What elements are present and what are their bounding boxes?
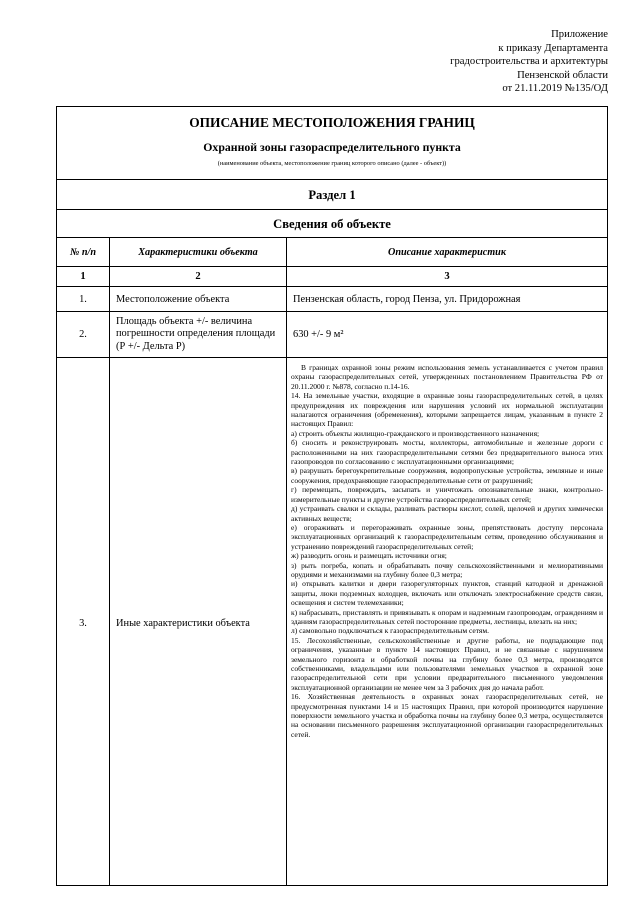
header-characteristic: Характеристики объекта [110,238,287,266]
appendix-line: к приказу Департамента [498,42,608,54]
section-heading: Раздел 1 [57,180,607,210]
document-frame [56,106,608,886]
column-numbers-row [57,267,607,287]
column-number: 1 [57,267,110,286]
header-number: № п/п [57,238,110,266]
description-paragraph: б) сносить и реконструировать мосты, коллекторы, автомобильные и железные дороги с расположенными на них газораспределительными сетями без предварительного выноса этих газопроводов по согласованию с эксплуатационными организациями; [291,438,603,467]
appendix-line: градостроительства и архитектуры [450,56,608,68]
description-paragraph: 15. Лесохозяйственные, сельскохозяйственные и другие работы, не подпадающие под ограничения, указанные в пункте 14 настоящих Правил, и не связанные с нарушением земельного горизонта и обработкой почвы на глубину более 0,3 метра, производятся собственниками, владельцами или пользователями земельных участков в охранной зоне газораспределительной сети при условии предварительного письменного уведомления эксплуатационной организации не менее чем за 3 рабочих дня до начала работ. [291,635,603,692]
description-paragraph: и) открывать калитки и двери газорегуляторных пунктов, станций катодной и дренажной защиты, люки подземных колодцев, включать или отключать электроснабжение средств связи, освещения и систем телемеханики; [291,579,603,608]
row-characteristic: Иные характеристики объекта [110,358,287,886]
description-paragraph: а) строить объекты жилищно-гражданского и производственного назначения; [291,428,540,438]
row-description: 630 +/- 9 м² [293,329,344,340]
document-note: (наименование объекта, местоположение границ которого описано (далее - объект)) [217,160,447,167]
description-paragraph: в) разрушать берегоукрепительные сооружения, водопропускные устройства, земляные и иные сооружения, предохраняющие газораспределительные сети от разрушений; [291,466,603,485]
document-subtitle: Охранной зоны газораспределительного пункта [203,140,461,154]
description-paragraph: 14. На земельные участки, входящие в охранные зоны газораспределительных сетей, в целях предупреждения их повреждения или нарушения условий их нормальной эксплуатации налагаются ограничения (обременения), которыми запрещается лицам, указанным в пункте 2 настоящих Правил: [291,391,603,429]
description-paragraph: ж) разводить огонь и размещать источники огня; [291,551,447,561]
description-paragraph: к) набрасывать, приставлять и привязывать к опорам и надземным газопроводам, ограждениям и зданиям газораспределительных сетей посторонние предметы, лестницы, влезать на них; [291,607,603,626]
title-block [57,107,607,180]
row-characteristic: Площадь объекта +/- величина погрешности определения площади (Р +/- Дельта Р) [110,312,287,357]
table-row [57,312,607,358]
document-title: ОПИСАНИЕ МЕСТОПОЛОЖЕНИЯ ГРАНИЦ [189,115,475,130]
appendix-line: Приложение [551,29,608,40]
column-number: 2 [110,267,287,286]
appendix-line: от 21.11.2019 №135/ОД [502,83,608,95]
column-number: 3 [444,271,450,282]
row-characteristic: Местоположение объекта [110,287,287,311]
description-paragraph: д) устраивать свалки и склады, разливать растворы кислот, солей, щелочей и других химически активных веществ; [291,504,603,523]
description-paragraph: л) самовольно подключаться к газораспределительным сетям. [291,626,489,636]
description-paragraph: з) рыть погреба, копать и обрабатывать почву сельскохозяйственными и мелиоративными орудиями и механизмами на глубину более 0,3 метра; [291,560,603,579]
table-row [57,358,607,886]
row-number: 1. [57,287,110,311]
row-number: 2. [57,312,110,357]
description-paragraph: 16. Хозяйственная деятельность в охранных зонах газораспределительных сетей, не предусмотренная пунктами 14 и 15 настоящих Правил, при которой производится нарушение поверхности земельного участка и обработка почвы на глубину более 0,3 метра, осуществляется на основании письменного разрешения эксплуатационной организации газораспределительных сетей. [291,692,603,739]
description-paragraph: В границах охранной зоны режим использования земель устанавливается с учетом правил охраны газораспределительных сетей, утвержденных постановлением Правительства РФ от 20.11.2000 г. №878, согласно п.14-16. [291,363,603,391]
description-paragraph: е) огораживать и перегораживать охранные зоны, препятствовать доступу персонала эксплуатационных организаций к газораспределительным сетям, проведению обслуживания и устранению повреждений газораспределительных сетей; [291,522,603,551]
description-paragraph: г) перемещать, повреждать, засыпать и уничтожать опознавательные знаки, контрольно-измерительные пункты и другие устройства газораспределительных сетей; [291,485,603,504]
row-description-text [287,358,607,886]
row-number: 3. [57,358,110,886]
section-title: Сведения об объекте [57,210,607,238]
table-header-row [57,238,607,267]
row-description: Пензенская область, город Пенза, ул. Придорожная [293,293,521,305]
table-row [57,287,607,312]
appendix-header [348,28,608,96]
appendix-line: Пензенской области [517,69,608,81]
header-description: Описание характеристик [387,246,507,258]
